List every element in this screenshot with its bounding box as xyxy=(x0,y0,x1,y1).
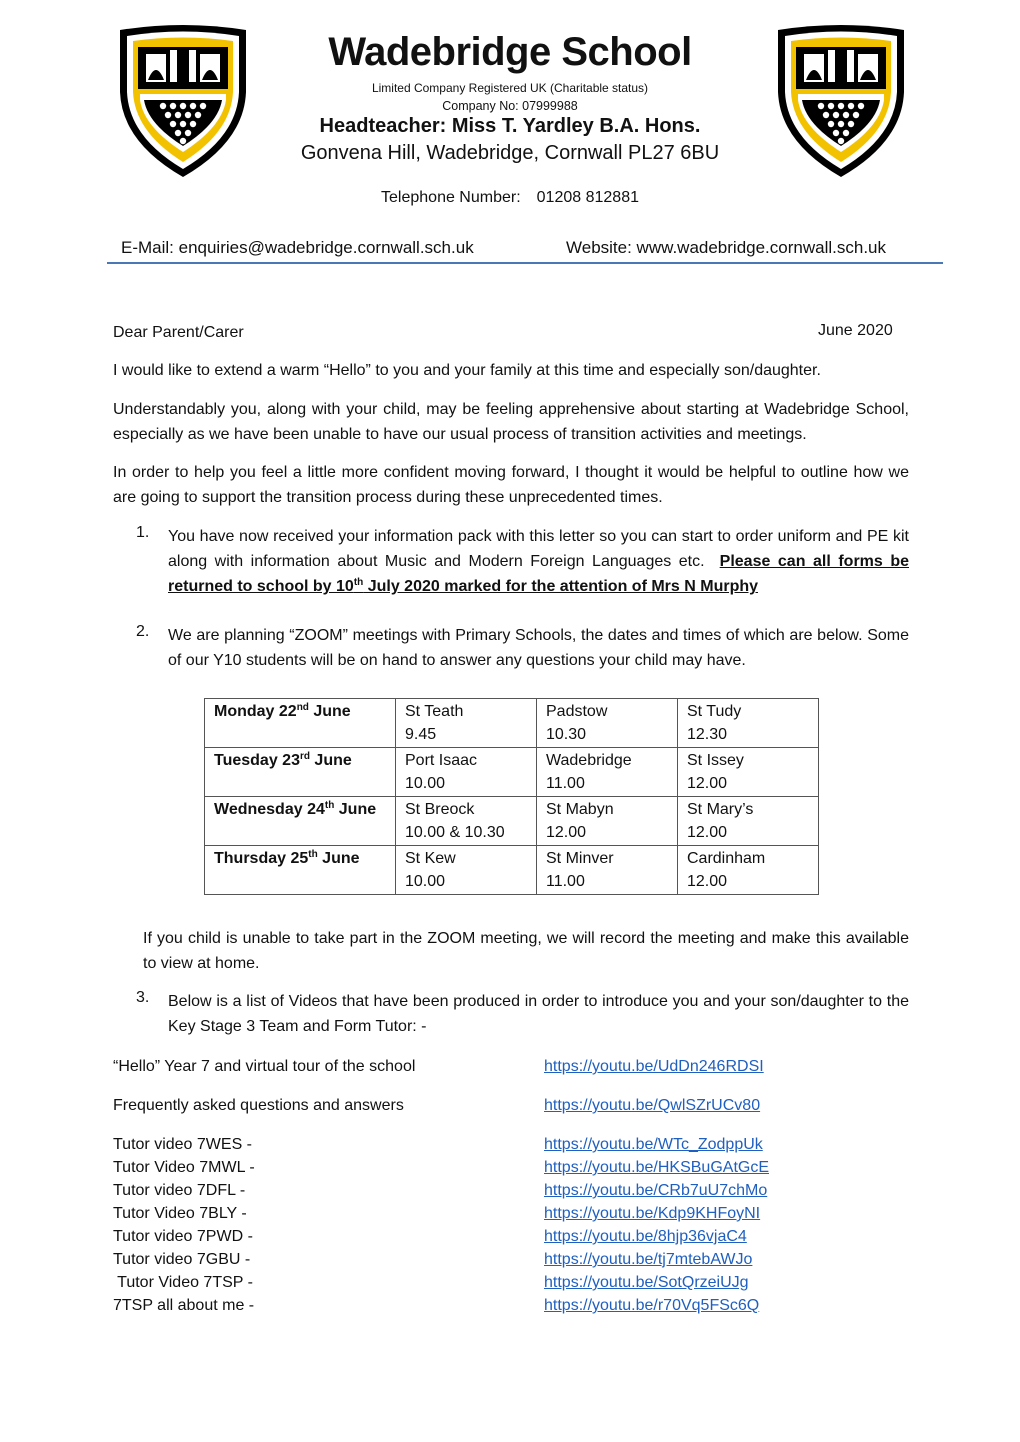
list-number-3: 3. xyxy=(136,989,150,1006)
telephone-number: 01208 812881 xyxy=(536,189,639,206)
item1-text: You have now received your information pack with this letter so you can start to order uniform and PE kit along with information about Music and Modern Foreign Languages etc. xyxy=(168,528,909,570)
video-label: Frequently asked questions and answers xyxy=(113,1097,404,1114)
website-address[interactable]: Website: www.wadebridge.cornwall.sch.uk xyxy=(566,238,886,257)
video-label: Tutor Video 7BLY - xyxy=(113,1205,247,1222)
emphasis-part-a: Please can all forms be returned to school by 10 xyxy=(168,553,909,595)
slot-cell: St Tudy 12.30 xyxy=(678,699,819,748)
slot-cell: Cardinham 12.00 xyxy=(678,846,819,895)
slot-cell: St Teath 9.45 xyxy=(396,699,537,748)
video-link[interactable]: https://youtu.be/tj7mtebAWJo xyxy=(544,1251,753,1268)
video-link[interactable]: https://youtu.be/UdDn246RDSI xyxy=(544,1058,764,1075)
video-link[interactable]: https://youtu.be/QwlSZrUCv80 xyxy=(544,1097,761,1114)
paragraph-apprehensive: Understandably you, along with your child, may be feeling apprehensive about starting at Wadebridge School, especially as we have been unable to have our usual process of transition activities and meetings. xyxy=(113,401,909,443)
paragraph-outline: In order to help you feel a little more confident moving forward, I thought it would be helpful to outline how we are going to support the transition process during these unprecedented times. xyxy=(113,464,909,506)
company-number: Company No: 07999988 xyxy=(442,99,578,113)
list-number-2: 2. xyxy=(136,623,150,640)
list-item-zoom-meetings: We are planning “ZOOM” meetings with Primary Schools, the dates and times of which are below. Some of our Y10 students will be on hand to answer any questions your child may have. xyxy=(168,627,909,669)
school-name: Wadebridge School xyxy=(328,30,692,74)
table-row xyxy=(205,699,819,748)
header-divider xyxy=(107,262,943,264)
video-label: Tutor video 7DFL - xyxy=(113,1182,246,1199)
day-cell: Wednesday 24th June xyxy=(205,797,396,846)
emphasis-part-b: July 2020 marked for the attention of Mrs N Murphy xyxy=(363,578,759,595)
letter-date: June 2020 xyxy=(818,322,893,339)
slot-cell: St Issey 12.00 xyxy=(678,748,819,797)
video-link[interactable]: https://youtu.be/Kdp9KHFoyNI xyxy=(544,1205,761,1222)
video-link[interactable]: https://youtu.be/CRb7uU7chMo xyxy=(544,1182,768,1199)
list-item-information-pack xyxy=(168,524,909,599)
day-cell: Thursday 25th June xyxy=(205,846,396,895)
email-address[interactable]: E-Mail: enquiries@wadebridge.cornwall.sch.uk xyxy=(121,238,474,257)
table-row xyxy=(205,797,819,846)
video-label: “Hello” Year 7 and virtual tour of the school xyxy=(113,1058,416,1075)
telephone-label: Telephone Number: xyxy=(381,189,521,206)
table-row xyxy=(205,748,819,797)
slot-cell: St Breock 10.00 & 10.30 xyxy=(396,797,537,846)
video-label: Tutor Video 7MWL - xyxy=(113,1159,255,1176)
zoom-schedule-table xyxy=(204,698,819,895)
slot-cell: St Kew 10.00 xyxy=(396,846,537,895)
slot-cell: St Mary’s 12.00 xyxy=(678,797,819,846)
slot-cell: Padstow 10.30 xyxy=(537,699,678,748)
slot-cell: St Minver 11.00 xyxy=(537,846,678,895)
slot-cell: Wadebridge 11.00 xyxy=(537,748,678,797)
list-item-videos: Below is a list of Videos that have been produced in order to introduce you and your son/daughter to the Key Stage 3 Team and Form Tutor: - xyxy=(168,993,909,1035)
video-label: Tutor video 7WES - xyxy=(113,1136,253,1153)
paragraph-hello: I would like to extend a warm “Hello” to you and your family at this time and especially son/daughter. xyxy=(113,362,821,379)
table-row xyxy=(205,846,819,895)
video-label: Tutor Video 7TSP - xyxy=(113,1274,253,1291)
list-number-1: 1. xyxy=(136,524,150,541)
recording-note: If you child is unable to take part in the ZOOM meeting, we will record the meeting and make this available to view at home. xyxy=(143,930,909,972)
salutation: Dear Parent/Carer xyxy=(113,324,244,341)
video-label: Tutor video 7GBU - xyxy=(113,1251,251,1268)
registration-text: Limited Company Registered UK (Charitable status) xyxy=(371,81,649,95)
video-link[interactable]: https://youtu.be/HKSBuGAtGcE xyxy=(544,1159,769,1176)
day-cell: Tuesday 23rd June xyxy=(205,748,396,797)
day-cell: Monday 22nd June xyxy=(205,699,396,748)
telephone-line xyxy=(270,189,750,207)
video-link[interactable]: https://youtu.be/SotQrzeiUJg xyxy=(544,1274,749,1291)
slot-cell: St Mabyn 12.00 xyxy=(537,797,678,846)
headteacher-line: Headteacher: Miss T. Yardley B.A. Hons. xyxy=(319,115,701,137)
video-link[interactable]: https://youtu.be/8hjp36vjaC4 xyxy=(544,1228,747,1245)
video-label: Tutor video 7PWD - xyxy=(113,1228,253,1245)
emphasis-sup: th xyxy=(353,577,364,588)
video-link[interactable]: https://youtu.be/r70Vq5FSc6Q xyxy=(544,1297,760,1314)
video-label: 7TSP all about me - xyxy=(113,1297,255,1314)
school-crest-right-icon xyxy=(766,22,916,182)
school-address: Gonvena Hill, Wadebridge, Cornwall PL27 6BU xyxy=(300,142,720,164)
school-crest-left-icon xyxy=(108,22,258,182)
video-link[interactable]: https://youtu.be/WTc_ZodppUk xyxy=(544,1136,763,1153)
slot-cell: Port Isaac 10.00 xyxy=(396,748,537,797)
